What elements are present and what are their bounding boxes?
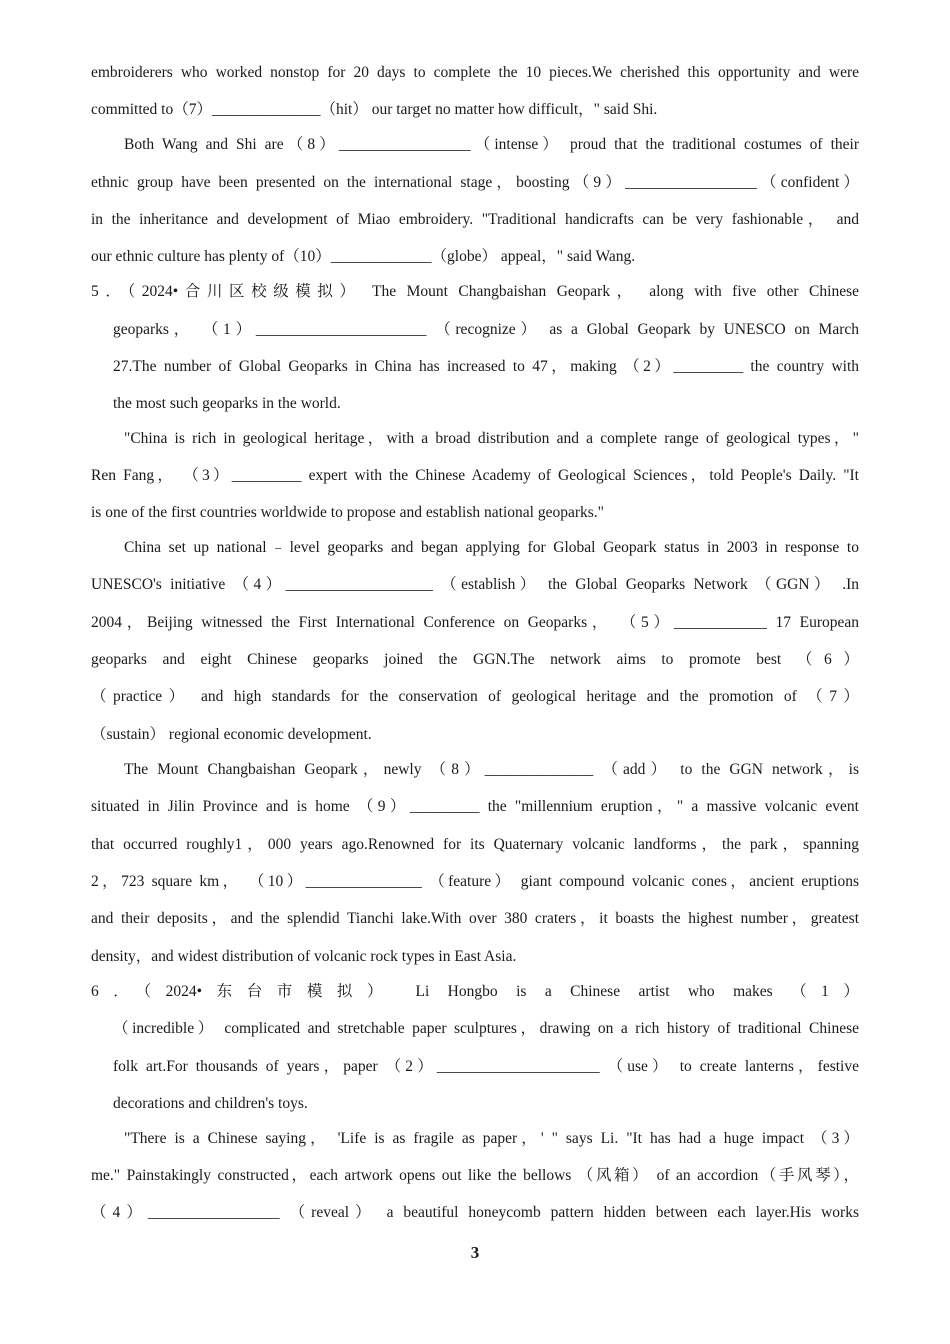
text-line: ethnic group have been presented on the international stage，boosting（9）_________________（confident） [91, 174, 859, 191]
text-line: The Mount Changbaishan Geopark，newly （8）______________ （add） to the GGN network，is [124, 761, 859, 778]
text-line: is one of the first countries worldwide to propose and establish national geoparks." [91, 504, 604, 521]
text-line: "There is a Chinese saying， 'Life is as fragile as paper，' " says Li. "It has had a huge impact （3） [124, 1130, 859, 1147]
text-line: decorations and children's toys. [113, 1095, 308, 1112]
text-line: committed to（7）______________（hit） our target no matter how difficult，" said Shi. [91, 101, 658, 118]
text-line: UNESCO's initiative （4）___________________ （establish） the Global Geoparks Network （GGN） .In [91, 576, 859, 593]
text-line: （incredible） complicated and stretchable paper sculptures，drawing on a rich history of traditional Chinese [113, 1020, 859, 1037]
text-line: 2004，Beijing witnessed the First International Conference on Geoparks， （5）____________ 17 European [91, 614, 859, 631]
text-line: "China is rich in geological heritage，with a broad distribution and a complete range of geological types，" [124, 430, 859, 447]
text-line: situated in Jilin Province and is home （9）_________ the "millennium eruption，" a massive volcanic event [91, 798, 859, 815]
text-line: Ren Fang， （3）_________ expert with the Chinese Academy of Geological Sciences，told People's Daily. "It [91, 467, 859, 484]
page-number: 3 [470, 1243, 480, 1262]
text-line: China set up national﹣level geoparks and began applying for Global Geopark status in 2003 in response to [124, 539, 859, 556]
text-line: folk art.For thousands of years，paper （2）_____________________ （use） to create lanterns，festive [113, 1058, 859, 1075]
text-line: Both Wang and Shi are（8）_________________（intense） proud that the traditional costumes of their [124, 136, 859, 153]
text-line: 27.The number of Global Geoparks in China has increased to 47，making （2）_________ the country with [113, 358, 859, 375]
text-line: in the inheritance and development of Miao embroidery. "Traditional handicrafts can be very fashionable， and [91, 211, 859, 228]
text-line: embroiderers who worked nonstop for 20 days to complete the 10 pieces.We cherished this opportunity and were [91, 64, 859, 81]
text-line: our ethnic culture has plenty of（10）_____________（globe） appeal，" said Wang. [91, 248, 636, 265]
text-line: （sustain） regional economic development. [91, 726, 372, 743]
text-line: （practice） and high standards for the conservation of geological heritage and the promotion of （7） [91, 688, 859, 705]
text-line: that occurred roughly1，000 years ago.Renowned for its Quaternary volcanic landforms，the park，spanning [91, 836, 859, 853]
question-6-header: 6．（2024•东台市模拟） Li Hongbo is a Chinese artist who makes （1） [91, 983, 859, 1000]
text-line: density，and widest distribution of volcanic rock types in East Asia. [91, 948, 517, 965]
text-line: 2，723 square km， （10）_______________ （feature） giant compound volcanic cones，ancient eruptions [91, 873, 860, 890]
text-line: and their deposits，and the splendid Tianchi lake.With over 380 craters，it boasts the highest number，greatest [91, 910, 859, 927]
text-line: geoparks， （1）______________________ （recognize） as a Global Geopark by UNESCO on March [113, 321, 859, 338]
text-line: the most such geoparks in the world. [113, 395, 341, 412]
question-5-header: 5．（2024•合川区校级模拟） The Mount Changbaishan Geopark， along with five other Chinese [91, 283, 859, 300]
text-line: me." Painstakingly constructed，each artwork opens out like the bellows （风箱） of an accordion（手风琴）， [91, 1167, 859, 1184]
text-line: geoparks and eight Chinese geoparks joined the GGN.The network aims to promote best （6） [91, 651, 859, 668]
text-line: （4）_________________ （reveal） a beautiful honeycomb pattern hidden between each layer.His works [91, 1204, 859, 1221]
